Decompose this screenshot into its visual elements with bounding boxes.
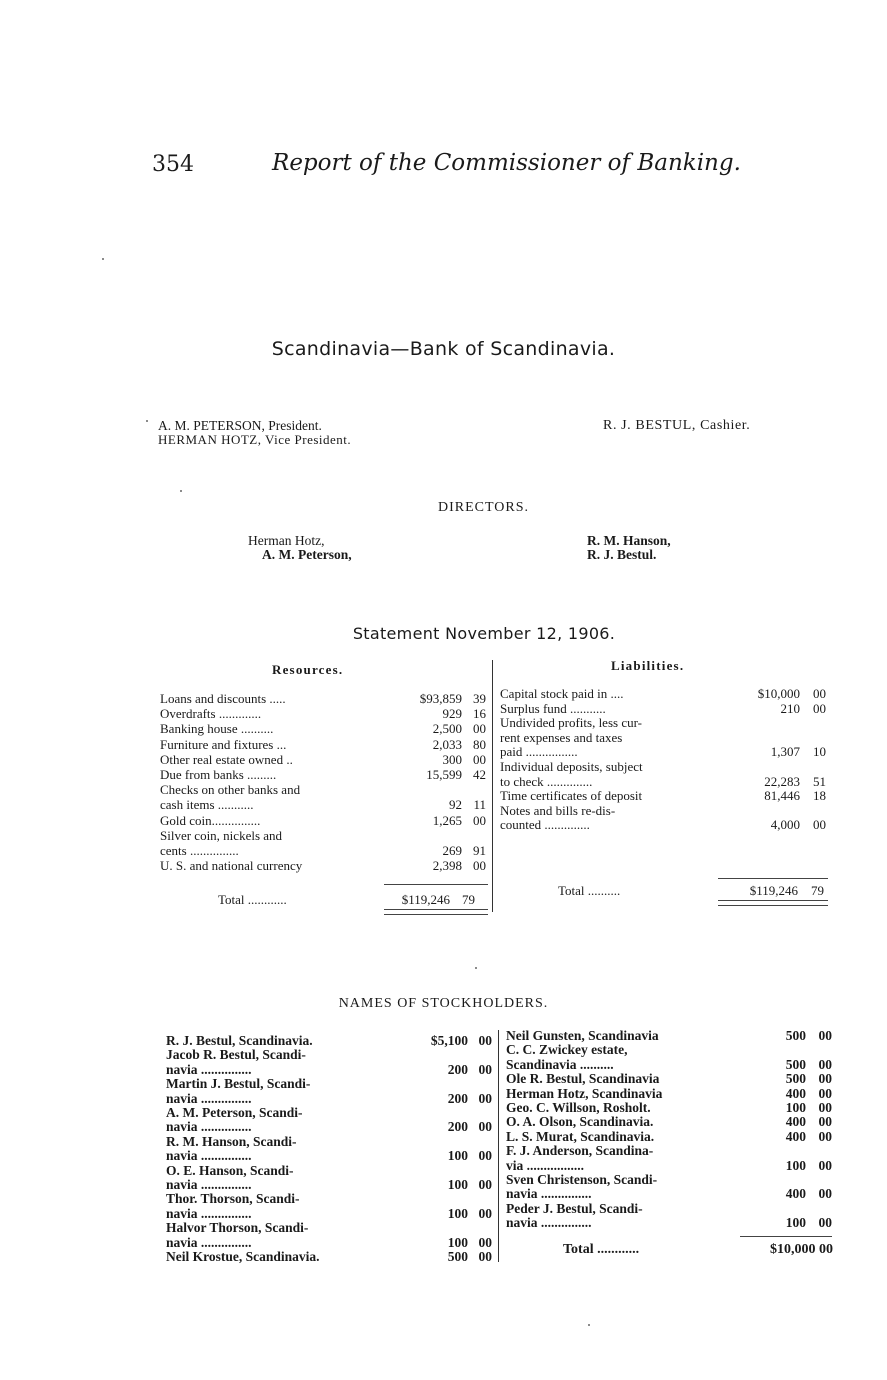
row-dollars: $5,100 [430,1033,468,1048]
total-cents: 79 [462,892,475,907]
resources-heading: Resources. [272,662,344,677]
row-label: Undivided profits, less cur- [500,715,642,731]
row-label: Jacob R. Bestul, Scandi- [166,1047,306,1063]
row-cents: 00 [478,1061,492,1077]
row-label: F. J. Anderson, Scandina- [506,1143,654,1159]
row-label: Due from banks ......... [160,767,277,782]
resource-row [160,859,488,872]
stockholder-row [506,1043,834,1056]
rule [718,878,828,879]
row-label: navia ............... [166,1061,252,1077]
stockholder-row [166,1164,494,1177]
resource-row [160,753,488,766]
stockholder-row [166,1236,494,1249]
row-label: paid ................ [500,744,578,760]
director-name: Herman Hotz, [248,533,325,548]
resources-total-row [218,893,488,906]
row-dollars: 500 [785,1071,806,1087]
speck [588,1324,590,1326]
row-cents: 00 [478,1119,492,1135]
row-cents: 00 [813,817,826,833]
total-label: Total .......... [558,883,621,898]
stockholder-row [166,1221,494,1234]
row-label: Thor. Thorson, Scandi- [166,1191,300,1207]
row-label: navia ............... [506,1186,592,1202]
stockholder-row [166,1135,494,1148]
row-cents: 00 [478,1090,492,1106]
stockholders-heading: NAMES OF STOCKHOLDERS. [338,996,549,1011]
row-cents: 00 [818,1186,832,1202]
row-cents: 16 [473,706,486,722]
stockholder-row [506,1058,834,1071]
row-label: Herman Hotz, Scandinavia [506,1085,663,1101]
liability-row [500,731,830,744]
row-cents: 00 [818,1157,832,1173]
row-label: R. M. Hanson, Scandi- [166,1133,297,1149]
row-dollars: 200 [447,1061,468,1077]
resource-row [160,722,488,735]
row-label: Martin J. Bestul, Scandi- [166,1076,311,1092]
row-dollars: 300 [442,751,462,767]
row-label: R. J. Bestul, Scandinavia. [166,1033,313,1048]
row-label: Checks on other banks and [160,782,301,798]
speck [146,420,148,422]
row-label: Scandinavia .......... [506,1056,614,1072]
row-label: rent expenses and taxes [500,729,623,745]
stockholder-row [166,1063,494,1076]
row-label: Silver coin, nickels and [160,827,283,843]
liability-row [500,745,830,758]
row-cents: 00 [473,858,486,874]
row-dollars: $10,000 [757,686,800,701]
row-cents: 00 [478,1177,492,1192]
row-cents: 18 [813,788,826,804]
row-label: U. S. and national currency [160,858,303,874]
row-dollars: 100 [785,1157,806,1173]
total-cents: 79 [811,883,824,898]
row-cents: 00 [478,1234,492,1250]
stockholder-row [506,1159,834,1172]
president: A. M. PETERSON, President. [158,418,322,433]
row-label: Overdrafts ............. [160,706,262,722]
row-cents: 00 [818,1071,832,1087]
row-dollars: 400 [785,1085,806,1101]
total-label: Total ............ [218,892,287,907]
row-label: counted .............. [500,817,590,833]
stockholder-row [166,1034,494,1047]
row-label: navia ............... [166,1148,252,1164]
row-dollars: 929 [442,706,462,722]
speck [475,967,477,969]
column-divider [498,1030,499,1262]
total-dollars: $119,246 [749,883,798,898]
director-name: R. M. Hanson, [587,533,671,548]
row-label: cash items ........... [160,797,254,813]
row-dollars: 2,500 [432,721,462,737]
row-cents: 42 [473,767,486,782]
rule [740,1236,832,1237]
stockholder-row [166,1120,494,1133]
rule [384,884,488,885]
row-label: navia ............... [166,1234,252,1250]
row-label: Geo. C. Willson, Rosholt. [506,1100,651,1115]
row-dollars: 2,033 [432,736,462,752]
row-cents: 39 [473,691,486,706]
stockholder-row [506,1216,834,1229]
stockholder-row [166,1149,494,1162]
liability-row [500,760,830,773]
row-cents: 00 [473,751,486,767]
row-dollars: 1,265 [432,812,462,828]
row-cents: 00 [813,686,826,701]
liability-row [500,702,830,715]
liability-row [500,804,830,817]
row-dollars: 100 [785,1215,806,1231]
resource-row [160,814,488,827]
stockholder-row [506,1115,834,1128]
row-dollars: $93,859 [419,691,462,706]
stockholder-row [506,1072,834,1085]
stockholder-row [166,1178,494,1191]
liabilities-total-row [558,884,832,897]
stockholder-row [166,1207,494,1220]
row-dollars: 100 [785,1100,806,1115]
row-label: Other real estate owned .. [160,751,293,767]
row-dollars: 200 [447,1090,468,1106]
row-label: Peder J. Bestul, Scandi- [506,1200,643,1216]
director-name: A. M. Peterson, [262,547,352,562]
row-label: Furniture and fixtures ... [160,736,287,752]
stockholder-row [506,1202,834,1215]
row-label: navia ............... [166,1177,252,1192]
page-number: 354 [152,152,194,177]
resource-row [160,829,488,842]
row-label: Notes and bills re-dis- [500,802,616,818]
row-cents: 00 [818,1128,832,1144]
row-cents: 00 [478,1033,492,1048]
row-dollars: 1,307 [770,744,800,760]
vice-president: HERMAN HOTZ, Vice President. [158,432,352,447]
row-dollars: 100 [447,1205,468,1221]
row-cents: 00 [818,1028,832,1043]
row-label: O. E. Hanson, Scandi- [166,1162,294,1178]
total-label: Total ............ [563,1242,640,1257]
row-cents: 10 [813,744,826,760]
row-label: Neil Gunsten, Scandinavia [506,1028,659,1043]
row-cents: 00 [818,1100,832,1115]
row-dollars: 200 [447,1119,468,1135]
row-dollars: 100 [447,1148,468,1164]
row-cents: 80 [473,736,486,752]
directors-heading: DIRECTORS. [437,500,530,515]
row-cents: 00 [473,721,486,737]
row-cents: 00 [478,1205,492,1221]
stockholder-row [166,1077,494,1090]
row-cents: 11 [473,797,486,813]
speck [102,258,104,260]
stockholder-row [166,1250,494,1263]
row-dollars: 500 [447,1249,468,1264]
row-label: cents ............... [160,843,239,858]
liability-row [500,775,830,788]
resource-row [160,844,488,857]
stockholder-row [506,1101,834,1114]
row-label: O. A. Olson, Scandinavia. [506,1114,654,1130]
stockholder-row [166,1092,494,1105]
liability-row [500,818,830,831]
row-label: Neil Krostue, Scandinavia. [166,1249,320,1264]
total-dollars: $119,246 [401,892,450,907]
row-cents: 00 [813,700,826,716]
row-label: Banking house .......... [160,721,274,737]
stockholder-row [506,1187,834,1200]
stockholder-row [506,1130,834,1143]
row-label: Sven Christenson, Scandi- [506,1172,658,1187]
row-label: navia ............... [166,1205,252,1221]
resource-row [160,692,488,705]
row-dollars: 400 [785,1114,806,1130]
double-rule [718,900,828,906]
statement-title: Statement November 12, 1906. [352,624,616,643]
row-cents: 00 [478,1249,492,1264]
double-rule [384,909,488,915]
stockholders-total-row [563,1243,833,1258]
resource-row [160,738,488,751]
row-label: Loans and discounts ..... [160,691,286,706]
row-dollars: 100 [447,1177,468,1192]
row-label: navia ............... [166,1119,252,1135]
row-dollars: 500 [785,1028,806,1043]
row-cents: 00 [478,1148,492,1164]
row-label: Gold coin............... [160,812,261,828]
row-label: Ole R. Bestul, Scandinavia [506,1071,660,1087]
row-dollars: 15,599 [426,767,462,782]
row-label: via ................. [506,1157,585,1173]
row-cents: 00 [818,1056,832,1072]
director-name: R. J. Bestul. [587,547,657,562]
row-cents: 00 [818,1215,832,1231]
bank-title: Scandinavia—Bank of Scandinavia. [271,338,616,360]
resource-row [160,798,488,811]
stockholder-row [506,1173,834,1186]
row-dollars: 2,398 [432,858,462,874]
column-divider [492,660,493,912]
row-dollars: 81,446 [764,788,800,804]
row-dollars: 92 [449,797,462,813]
stockholder-row [166,1106,494,1119]
row-label: Capital stock paid in .... [500,686,624,701]
row-label: navia ............... [166,1090,252,1106]
row-dollars: 210 [780,700,800,716]
total-amount: $10,000 00 [770,1242,833,1257]
liability-row [500,716,830,729]
row-cents: 00 [818,1085,832,1101]
row-dollars: 500 [785,1056,806,1072]
row-cents: 91 [473,843,486,858]
liabilities-heading: Liabilities. [611,658,685,673]
row-label: L. S. Murat, Scandinavia. [506,1128,655,1144]
row-dollars: 4,000 [770,817,800,833]
row-cents: 51 [813,773,826,789]
row-dollars: 400 [785,1186,806,1202]
row-label: Halvor Thorson, Scandi- [166,1220,309,1236]
row-label: A. M. Peterson, Scandi- [166,1105,303,1120]
row-cents: 00 [473,812,486,828]
speck [180,490,182,492]
stockholder-row [506,1144,834,1157]
row-label: Time certificates of deposit [500,788,643,804]
row-label: to check .............. [500,773,593,789]
row-label: C. C. Zwickey estate, [506,1042,628,1058]
stockholder-row [506,1087,834,1100]
row-label: navia ............... [506,1215,592,1231]
row-cents: 00 [818,1114,832,1130]
resource-row [160,707,488,720]
liability-row [500,687,830,700]
liability-row [500,789,830,802]
row-dollars: 269 [442,843,462,858]
row-dollars: 100 [447,1234,468,1250]
stockholder-row [506,1029,834,1042]
stockholder-row [166,1048,494,1061]
row-dollars: 400 [785,1128,806,1144]
resource-row [160,768,488,781]
stockholder-row [166,1192,494,1205]
row-label: Surplus fund ........... [500,700,606,716]
row-label: Individual deposits, subject [500,759,643,774]
row-dollars: 22,283 [764,773,800,789]
cashier: R. J. BESTUL, Cashier. [603,418,751,433]
page-title: Report of the Commissioner of Banking. [272,150,741,176]
resource-row [160,783,488,796]
